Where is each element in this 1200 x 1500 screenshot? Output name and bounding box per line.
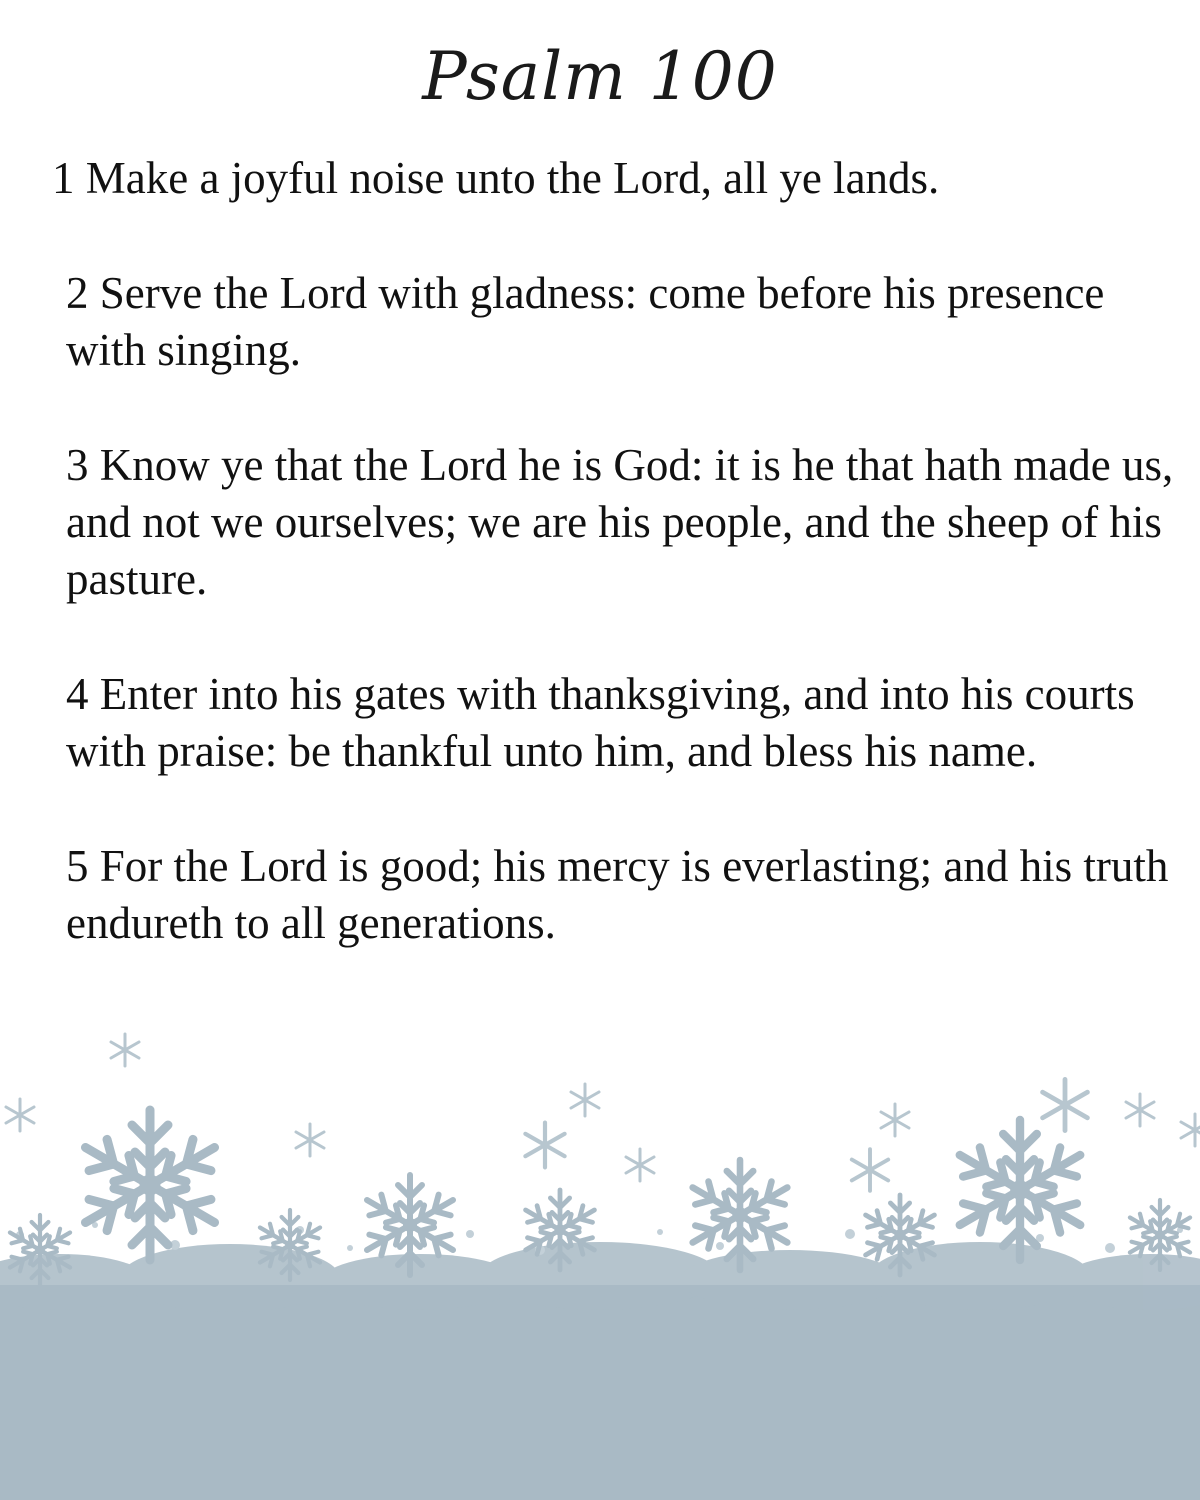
verse-4: 4 Enter into his gates with thanksgiving, and into his courts with praise: be thankful unto him, and bless his name. [66,669,1135,776]
verse-1: 1 Make a joyful noise unto the Lord, all ye lands. [52,153,940,203]
verse-2: 2 Serve the Lord with gladness: come before his presence with singing. [66,268,1105,375]
snowflake-border-icon [0,1020,1200,1500]
verse-list [52,150,1187,952]
verse-5: 5 For the Lord is good; his mercy is everlasting; and his truth endureth to all generations. [66,841,1169,948]
verse-3: 3 Know ye that the Lord he is God: it is he that hath made us, and not we ourselves; we are his people, and the sheep of his pasture. [66,440,1174,604]
page-title: Psalm 100 [422,38,778,115]
